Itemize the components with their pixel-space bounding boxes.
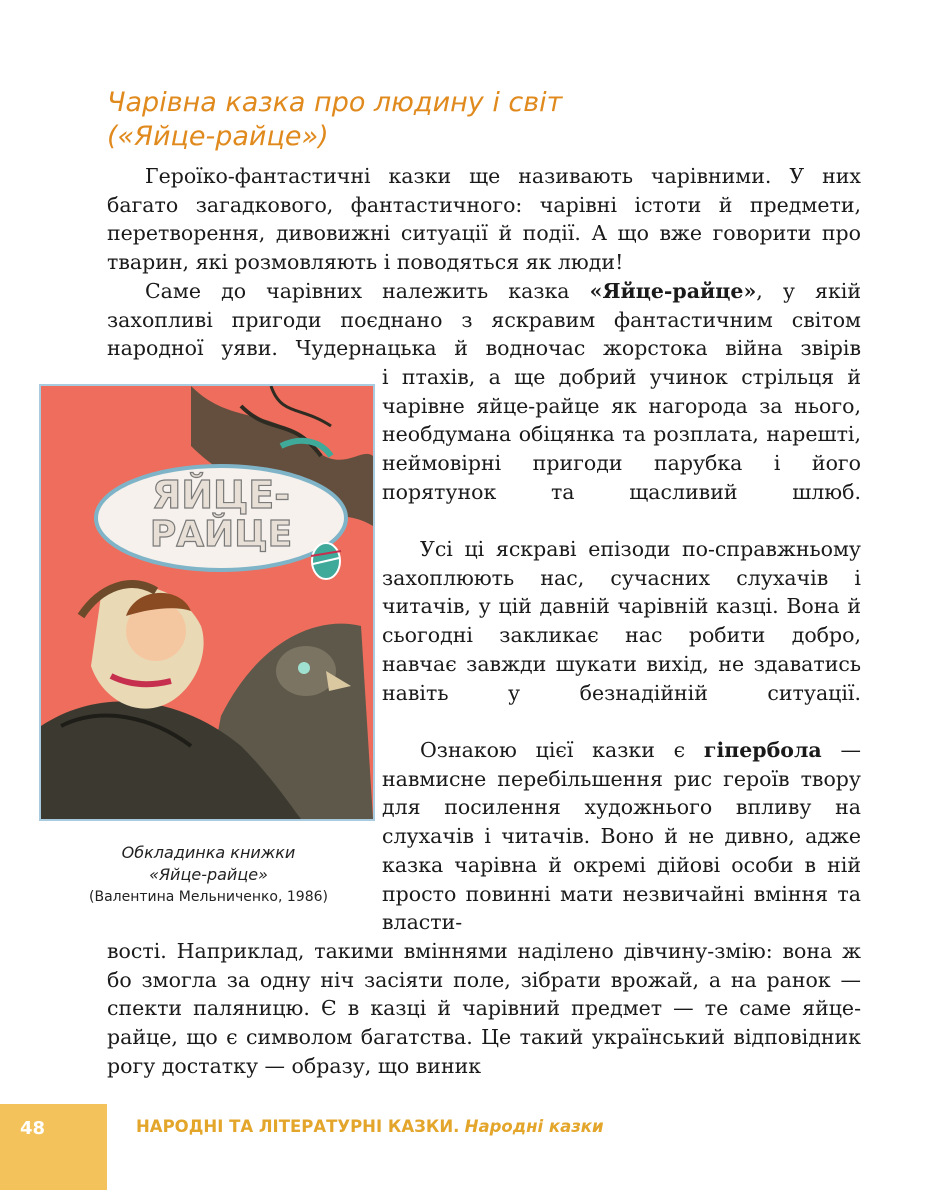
caption-line-1: Обкладинка книжки — [121, 843, 296, 862]
paragraph-4: Ознакою цієї казки є гіпербола — навмисне перебільшення рис героїв твору для посилення художнього впливу на слухачів і читачів. Воно й не дивно, адже казка чарівна й окремі дійові особи в ній просто повинні мати незвичайні вміння та власти- — [382, 738, 861, 935]
book-cover-image — [39, 384, 375, 821]
section-heading — [107, 86, 867, 154]
figure-caption — [40, 842, 377, 908]
paragraph-2: Саме до чарівних належить казка «Яйце-райце», у якій захопливі пригоди поєднано з яскравим фантастичним світом народної уяви. Чудернацька й водночас жорстока війна звірів — [107, 279, 862, 361]
paragraph-1: Героїко-фантастичні казки ще називають чарівними. У них багато загадкового, фантастичного: чарівні істоти й предмети, перетворення, дивовижні ситуації й події. А що вже говорити про тварин, які розмовляють і поводяться як люди! — [107, 164, 861, 275]
caption-line-2: «Яйце-райце» — [149, 865, 268, 884]
running-footer — [136, 1117, 604, 1136]
book-cover-illustration — [41, 386, 373, 819]
footer-subcategory: Народні казки — [464, 1117, 604, 1136]
paragraph-2-continued: і птахів, а ще добрий учинок стрільця й чарівне яйце-райце як нагорода за нього, необдумана обіцянка та розплата, нарешті, неймовірні пригоди парубка і його порятунок та щасливий шлюб. — [382, 365, 861, 504]
cover-title-line-2: РАЙЦЕ — [149, 514, 293, 555]
book-title: «Яйце-райце» — [589, 279, 757, 303]
term-hyperbole: гіпербола — [703, 738, 822, 762]
paragraph-3: Усі ці яскраві епізоди по-справжньому захоплюють нас, сучасних слухачів і читачів, у цій давній чарівній казці. Вона й сьогодні закликає нас робити добро, навчає завжди шукати вихід, не здаватись навіть у безнадійній ситуації. — [382, 537, 861, 705]
heading-line-1: Чарівна казка про людину і світ — [107, 87, 563, 118]
heading-line-2: («Яйце-райце») — [107, 121, 329, 152]
page-number-tab — [0, 1104, 107, 1190]
caption-line-3: (Валентина Мельниченко, 1986) — [89, 889, 328, 905]
paragraph-4-continued: вості. Наприклад, такими вміннями наділено дівчину-змію: вона ж бо змогла за одну ніч засіяти поле, зібрати врожай, а на ранок — спекти паляницю. Є в казці й чарівний предмет — те саме яйце-райце, що є символом багатства. Це такий український відповідник рогу достатку — образу, що виник — [107, 939, 861, 1078]
footer-category: НАРОДНІ ТА ЛІТЕРАТУРНІ КАЗКИ. — [136, 1117, 460, 1136]
page-number: 48 — [20, 1118, 46, 1139]
cover-title-line-1: ЯЙЦЕ- — [151, 473, 291, 517]
